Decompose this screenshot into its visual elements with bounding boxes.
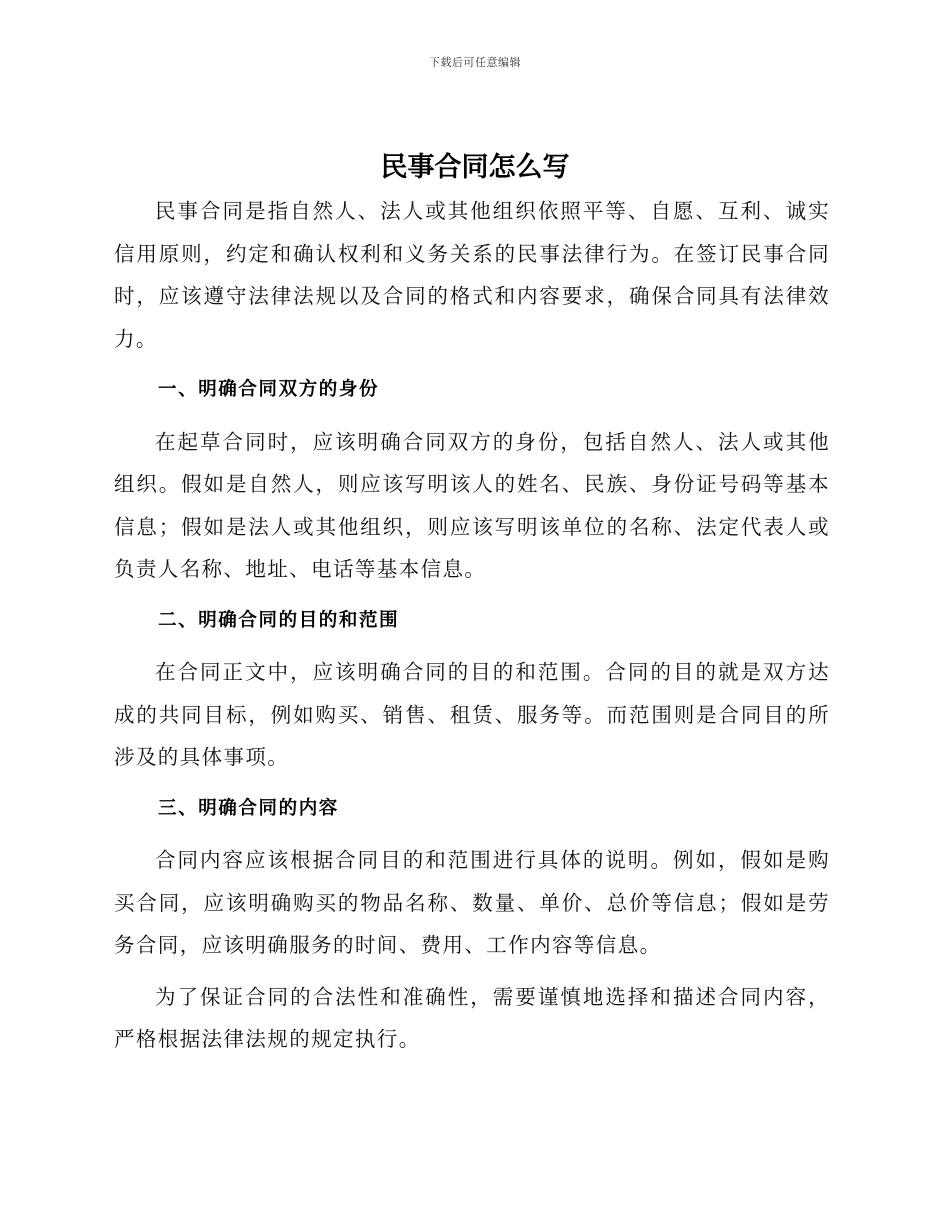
section-heading-identity: 一、明确合同双方的身份 (158, 379, 380, 400)
section-paragraph: 在起草合同时，应该明确合同双方的身份，包括自然人、法人或其他组织。假如是自然人，则应该写明该人的姓名、民族、身份证号码等基本信息；假如是法人或其他组织，则应该写明该单位的名称、法定代表人或负责人名称、地址、电话等基本信息。 (114, 429, 830, 581)
intro-paragraph: 民事合同是指自然人、法人或其他组织依照平等、自愿、互利、诚实信用原则，约定和确认权利和义务关系的民事法律行为。在签订民事合同时，应该遵守法律法规以及合同的格式和内容要求，确保合同具有法律效力。 (114, 199, 830, 351)
document-title: 民事合同怎么写 (380, 152, 570, 183)
section-heading-content: 三、明确合同的内容 (158, 797, 339, 819)
section-paragraph: 为了保证合同的合法性和准确性，需要谨慎地选择和描述合同内容，严格根据法律法规的规定执行。 (114, 984, 830, 1051)
section-paragraph: 在合同正文中，应该明确合同的目的和范围。合同的目的就是双方达成的共同目标，例如购买、销售、租赁、服务等。而范围则是合同目的所涉及的具体事项。 (114, 660, 830, 769)
document-body (114, 190, 830, 1061)
header-note: 下载后可任意编辑 (429, 56, 521, 69)
section-heading-purpose: 二、明确合同的目的和范围 (158, 609, 400, 631)
section-paragraph: 合同内容应该根据合同目的和范围进行具体的说明。例如，假如是购买合同，应该明确购买的物品名称、数量、单价、总价等信息；假如是劳务合同，应该明确服务的时间、费用、工作内容等信息。 (114, 848, 830, 957)
